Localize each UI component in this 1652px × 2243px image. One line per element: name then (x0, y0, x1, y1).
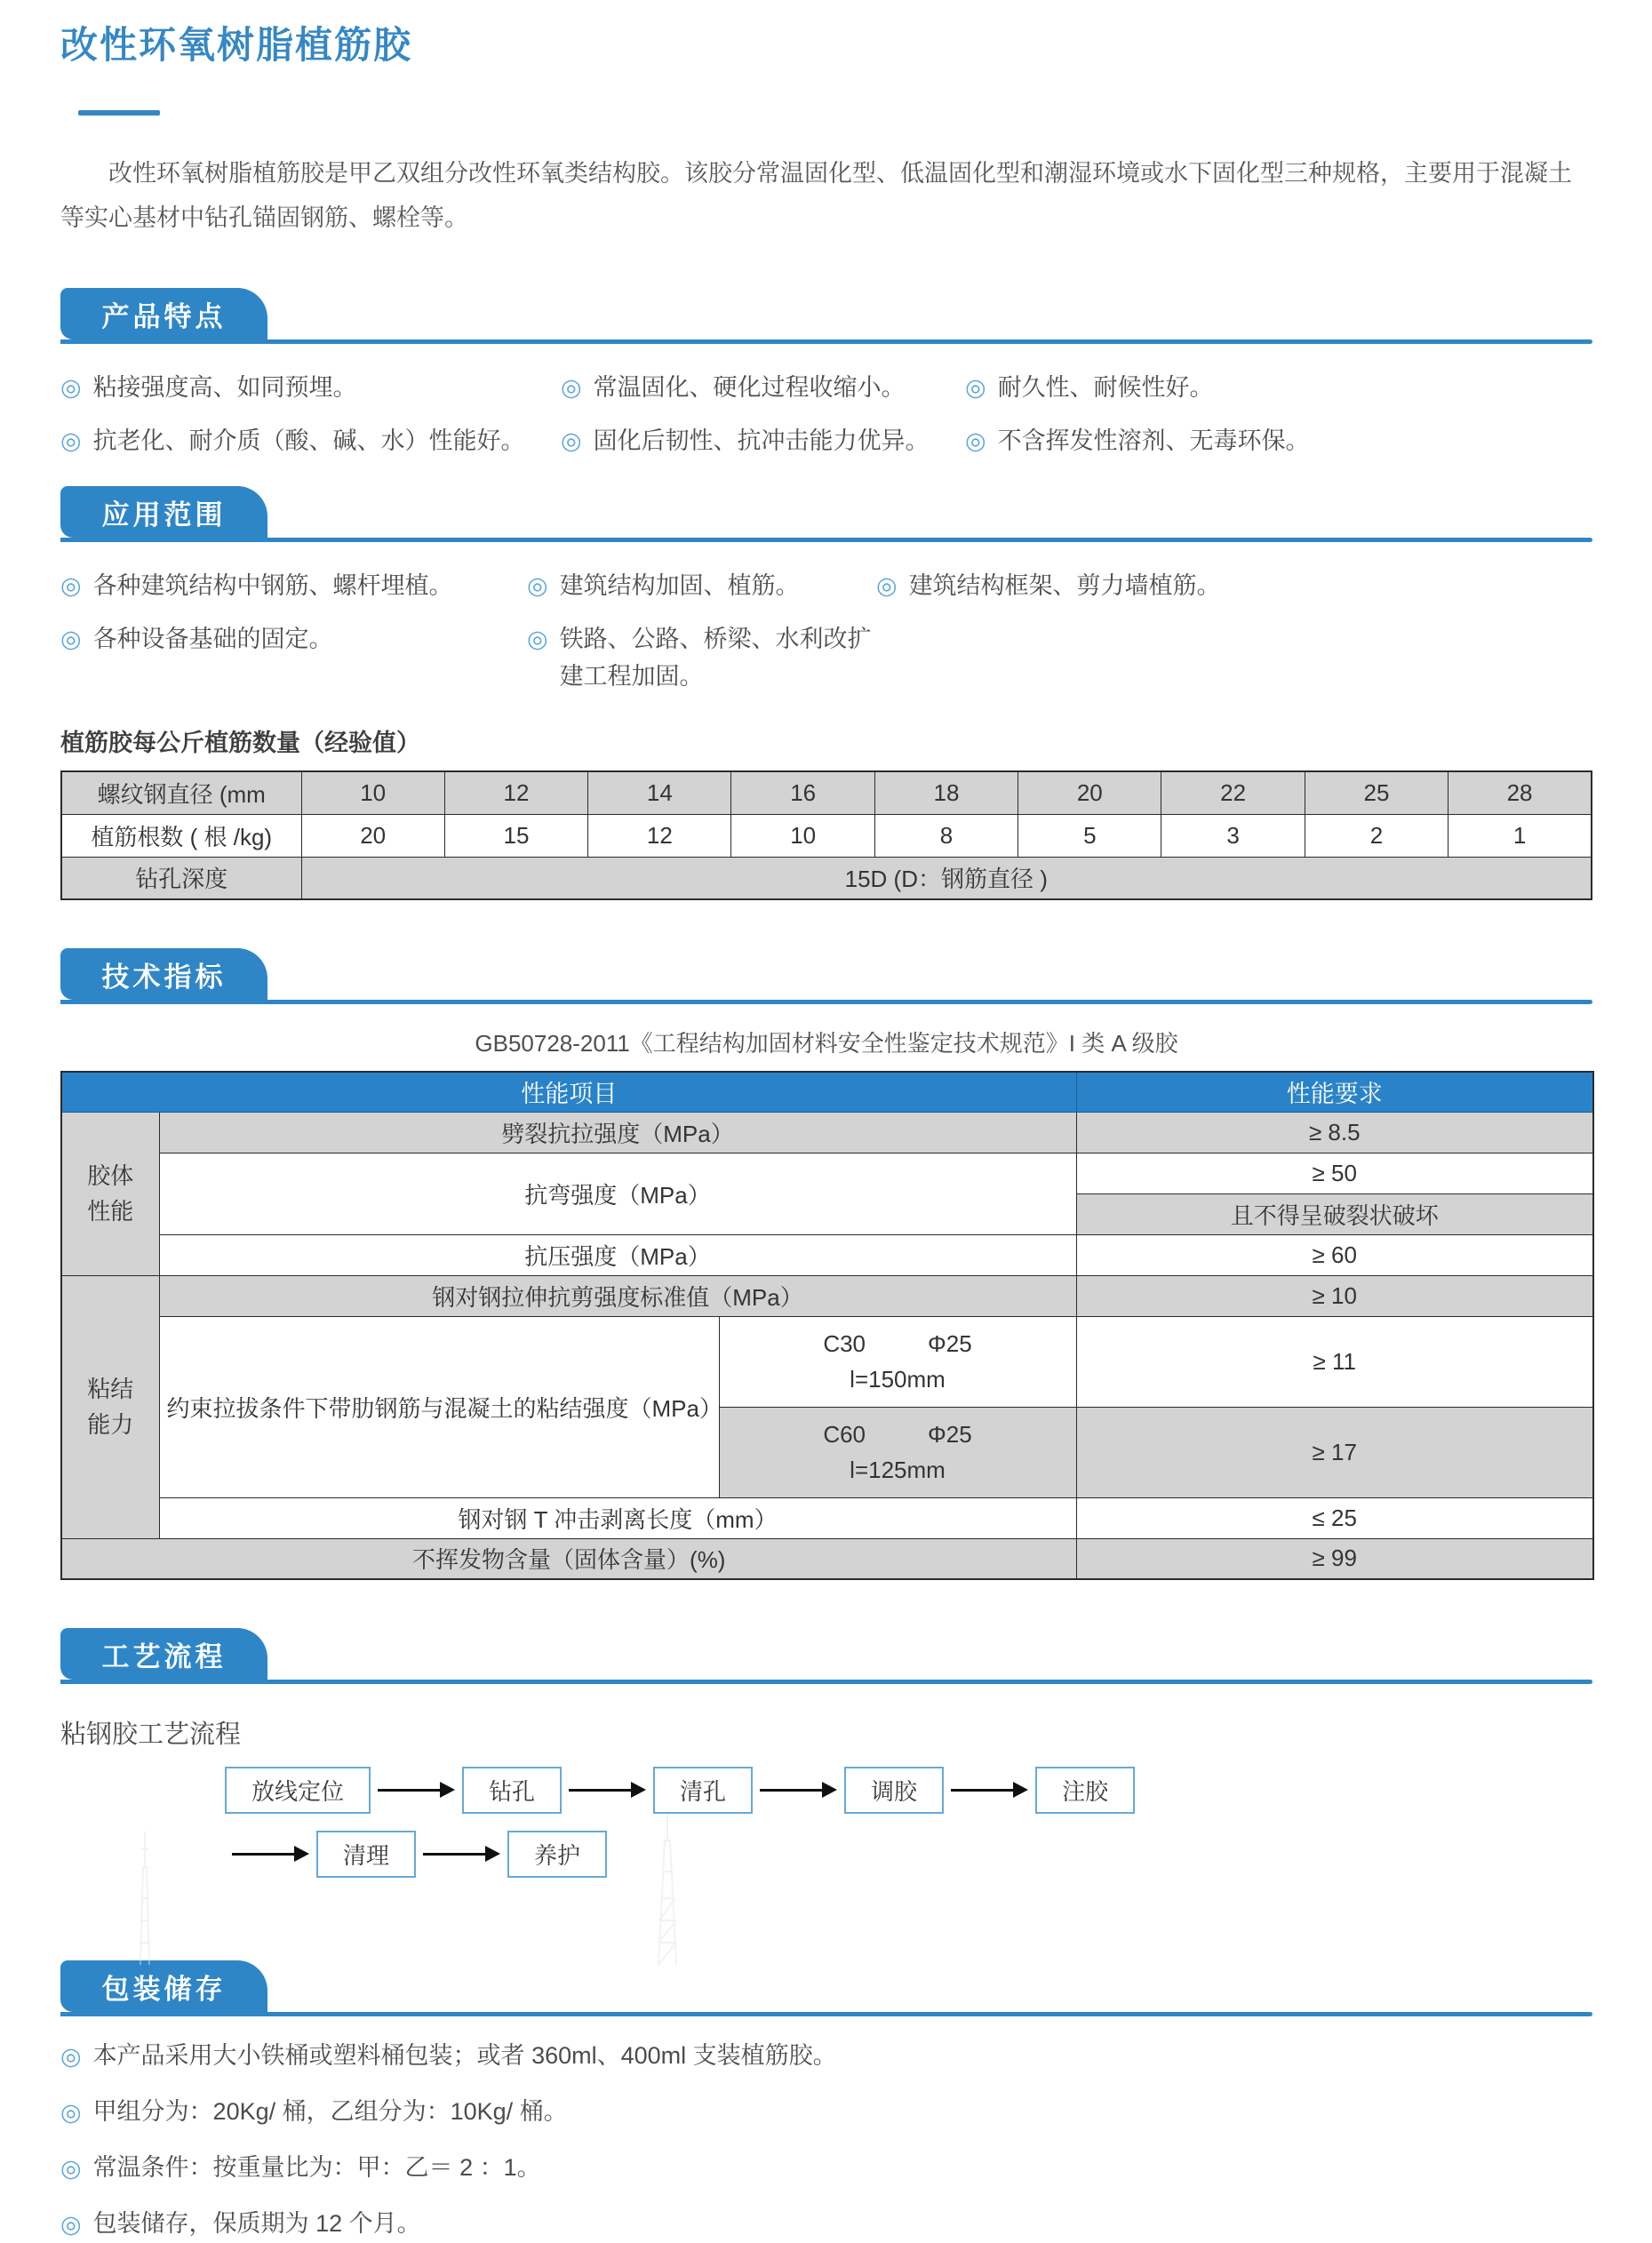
arrow-right-icon (378, 1782, 455, 1798)
table-cell: 8 (874, 814, 1018, 857)
list-item (561, 369, 965, 406)
list-item (60, 2150, 1592, 2187)
table-cell: 约束拉拔条件下带肋钢筋与混凝土的粘结强度（MPa） (159, 1316, 719, 1497)
section-tab-applications: 应用范围 (60, 486, 267, 538)
bullet-icon: ◎ (60, 626, 82, 652)
arrow-right-icon (423, 1846, 500, 1862)
tech-table (60, 1071, 1594, 1580)
section-header-packaging (60, 1960, 1592, 2016)
feature-text: 耐久性、耐候性好。 (997, 374, 1214, 401)
bullet-icon: ◎ (561, 374, 582, 401)
table-cell: ≥ 8.5 (1076, 1112, 1593, 1153)
application-text: 各种建筑结构中钢筋、螺杆埋植。 (92, 572, 453, 599)
table-row (61, 1538, 1593, 1579)
table-cell: ≥ 99 (1076, 1538, 1593, 1579)
bullet-icon: ◎ (965, 374, 986, 401)
feature-text: 常温固化、硬化过程收缩小。 (593, 374, 906, 401)
feature-text: 不含挥发性溶剂、无毒环保。 (997, 427, 1310, 454)
table-header-row (61, 1072, 1593, 1112)
table-row (61, 1316, 1593, 1407)
table-cell: 3 (1161, 814, 1305, 857)
table-cell: 钢对钢拉伸抗剪强度标准值（MPa） (159, 1275, 1076, 1316)
arrow-right-icon (232, 1846, 309, 1862)
bullet-icon: ◎ (527, 572, 548, 599)
packaging-list (60, 2038, 1592, 2243)
column-header: 性能项目 (61, 1072, 1076, 1112)
section-rule (60, 1680, 1592, 1684)
condition-diameter: Φ25 (928, 1421, 972, 1448)
table-cell: 25 (1305, 771, 1448, 814)
table-cell: 28 (1448, 771, 1592, 814)
rebar-table (60, 770, 1592, 900)
flow-step: 钻孔 (462, 1767, 562, 1814)
condition-cell (719, 1316, 1076, 1407)
row-label: 螺纹钢直径 (mm (61, 771, 301, 814)
application-text: 铁路、公路、桥梁、水利改扩建工程加固。 (559, 626, 872, 690)
condition-length: l=150mm (850, 1366, 946, 1393)
bullet-icon: ◎ (60, 2099, 82, 2126)
list-item (965, 369, 1592, 406)
row-label: 钻孔深度 (61, 857, 301, 899)
section-header-tech (60, 948, 1592, 1004)
intro-paragraph: 改性环氧树脂植筋胶是甲乙双组分改性环氧类结构胶。该胶分常温固化型、低温固化型和潮湿环境或水下固化型三种规格，主要用于混凝土等实心基材中钻孔锚固钢筋、螺栓等。 (60, 160, 1572, 231)
group-label: 粘结能力 (61, 1275, 159, 1538)
table-row (61, 857, 1592, 899)
feature-text: 固化后韧性、抗冲击能力优异。 (593, 427, 930, 454)
list-item (60, 2094, 1592, 2131)
list-item (527, 567, 876, 604)
packaging-text: 常温条件：按重量比为：甲：乙＝ 2 ：1。 (92, 2154, 541, 2181)
list-item (527, 620, 876, 695)
packaging-text: 甲组分为：20Kg/ 桶，乙组分为：10Kg/ 桶。 (92, 2098, 568, 2125)
list-item (60, 422, 561, 459)
table-cell: ≤ 25 (1076, 1497, 1593, 1538)
application-text: 各种设备基础的固定。 (92, 626, 333, 652)
feature-text: 粘接强度高、如同预埋。 (92, 374, 357, 401)
table-cell: 18 (874, 771, 1018, 814)
list-item (876, 567, 1592, 604)
table-cell: 12 (588, 814, 731, 857)
tech-standard-caption: GB50728-2011《工程结构加固材料安全性鉴定技术规范》I 类 A 级胶 (475, 1030, 1178, 1057)
condition-length: l=125mm (850, 1457, 946, 1483)
table-row (61, 1153, 1593, 1193)
table-cell: ≥ 11 (1076, 1316, 1593, 1407)
list-item (965, 422, 1592, 459)
feature-text: 抗老化、耐介质（酸、碱、水）性能好。 (92, 427, 525, 454)
section-header-applications (60, 486, 1592, 542)
row-label: 植筋根数 ( 根 /kg) (61, 814, 301, 857)
table-cell: 12 (444, 771, 587, 814)
list-item (60, 620, 527, 695)
bullet-icon: ◎ (561, 427, 582, 454)
flow-step: 注胶 (1035, 1767, 1135, 1814)
packaging-text: 本产品采用大小铁桶或塑料桶包装；或者 360ml、400ml 支装植筋胶。 (92, 2042, 837, 2069)
table-cell: 劈裂抗拉强度（MPa） (159, 1112, 1076, 1153)
bullet-icon: ◎ (60, 2211, 82, 2238)
table-cell: 22 (1161, 771, 1305, 814)
page-title: 改性环氧树脂植筋胶 (60, 24, 413, 66)
arrow-right-icon (569, 1782, 646, 1798)
table-cell: 16 (731, 771, 874, 814)
process-flow-label: 粘钢胶工艺流程 (60, 1720, 242, 1749)
table-cell: 20 (301, 814, 444, 857)
rebar-table-title: 植筋胶每公斤植筋数量（经验值） (60, 730, 420, 756)
table-cell: ≥ 17 (1076, 1407, 1593, 1497)
section-tab-packaging: 包装储存 (60, 1960, 267, 2012)
table-cell: ≥ 60 (1076, 1234, 1593, 1275)
arrow-right-icon (951, 1782, 1028, 1798)
section-rule (60, 538, 1592, 542)
table-cell: 抗弯强度（MPa） (159, 1153, 1076, 1234)
table-row (61, 771, 1592, 814)
table-row (61, 1234, 1593, 1275)
section-header-process (60, 1628, 1592, 1684)
packaging-text: 包装储存，保质期为 12 个月。 (92, 2210, 421, 2237)
column-header: 性能要求 (1076, 1072, 1593, 1112)
flow-step: 清孔 (653, 1767, 753, 1814)
list-item (561, 422, 965, 459)
table-row (61, 1497, 1593, 1538)
flow-step: 养护 (507, 1831, 607, 1878)
flow-step: 清理 (316, 1831, 416, 1878)
process-flow-row-1 (225, 1765, 1592, 1815)
table-row (61, 1275, 1593, 1316)
table-cell: 20 (1018, 771, 1161, 814)
table-cell: 1 (1448, 814, 1592, 857)
bullet-icon: ◎ (527, 626, 548, 652)
section-rule (60, 339, 1592, 344)
bullet-icon: ◎ (60, 572, 82, 599)
bullet-icon: ◎ (60, 427, 82, 454)
bullet-icon: ◎ (60, 2155, 82, 2182)
bullet-icon: ◎ (965, 427, 986, 454)
section-rule (60, 1000, 1592, 1004)
table-cell: 不挥发物含量（固体含量）(%) (61, 1538, 1076, 1579)
table-row (61, 814, 1592, 857)
application-text: 建筑结构框架、剪力墙植筋。 (908, 572, 1221, 599)
arrow-right-icon (760, 1782, 837, 1798)
features-list (60, 369, 1592, 459)
application-text: 建筑结构加固、植筋。 (559, 572, 800, 599)
list-item (60, 2038, 1592, 2075)
table-cell: 10 (301, 771, 444, 814)
flow-step: 放线定位 (225, 1767, 371, 1814)
table-cell: 10 (731, 814, 874, 857)
condition-diameter: Φ25 (928, 1330, 972, 1357)
table-cell: ≥ 50 (1076, 1153, 1593, 1193)
list-item (60, 567, 527, 604)
condition-grade: C60 (823, 1421, 866, 1448)
bullet-icon: ◎ (876, 572, 898, 599)
table-cell: 且不得呈破裂状破坏 (1076, 1193, 1593, 1234)
table-cell: 14 (588, 771, 731, 814)
applications-list (60, 567, 1592, 695)
group-label: 胶体性能 (61, 1112, 159, 1275)
table-cell: 15D (D：钢筋直径 ) (301, 857, 1592, 899)
list-item (60, 369, 561, 406)
flow-step: 调胶 (844, 1767, 944, 1814)
process-flow-row-2 (225, 1829, 1592, 1879)
condition-grade: C30 (823, 1330, 866, 1357)
title-underline (78, 110, 160, 116)
table-cell: 2 (1305, 814, 1448, 857)
condition-cell (719, 1407, 1076, 1497)
section-tab-tech: 技术指标 (60, 948, 267, 1000)
list-item (60, 2206, 1592, 2243)
table-cell: 15 (444, 814, 587, 857)
table-cell: 钢对钢 T 冲击剥离长度（mm） (159, 1497, 1076, 1538)
table-cell: 抗压强度（MPa） (159, 1234, 1076, 1275)
section-tab-process: 工艺流程 (60, 1628, 267, 1680)
table-cell: 5 (1018, 814, 1161, 857)
bullet-icon: ◎ (60, 2043, 82, 2070)
section-header-features (60, 288, 1592, 344)
table-row (61, 1112, 1593, 1153)
section-rule (60, 2012, 1592, 2016)
section-tab-features: 产品特点 (60, 288, 267, 339)
table-cell: ≥ 10 (1076, 1275, 1593, 1316)
bullet-icon: ◎ (60, 374, 82, 401)
